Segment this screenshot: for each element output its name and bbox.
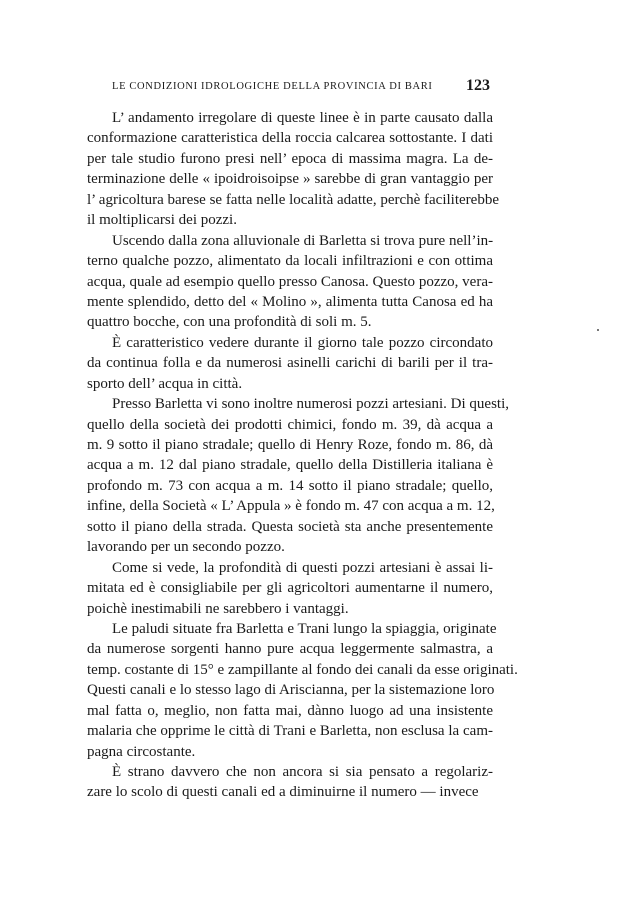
text-line: terminazione delle « ipoidroisoipse » sarebbe di gran vantaggio per [87, 171, 493, 188]
paragraph [87, 762, 493, 803]
text-line: Come si vede, la profondità di questi pozzi artesiani è assai li- [112, 559, 493, 576]
paragraph [87, 619, 518, 762]
text-line: È strano davvero che non ancora si sia pensato a regolariz- [112, 764, 493, 780]
text-line: profondo m. 73 con acqua a m. 14 sotto il piano stradale; quello, [87, 477, 493, 494]
page-header [112, 77, 490, 100]
text-line: mal fatta o, meglio, non fatta mai, dànno luogo ad una insistente [87, 702, 493, 719]
text-line: terno qualche pozzo, alimentato da locali infiltrazioni e con ottima [87, 253, 493, 270]
text-line: malaria che opprime le città di Trani e Barletta, non esclusa la cam- [87, 723, 493, 740]
text-line: Questi canali e lo stesso lago di Ariscianna, per la sistemazione loro [87, 682, 495, 699]
paragraph [87, 108, 499, 231]
body-text [87, 108, 518, 803]
paragraph [87, 558, 493, 619]
text-line: È caratteristico vedere durante il giorno tale pozzo circondato [112, 334, 493, 351]
page-number: 123 [466, 77, 490, 94]
text-line: quello della società dei prodotti chimici, fondo m. 39, dà acqua a [87, 416, 493, 433]
margin-speck [597, 329, 599, 331]
text-line: Uscendo dalla zona alluvionale di Barletta si trova pure nell’in- [112, 232, 494, 249]
text-line: l’ agricoltura barese se fatta nelle località adatte, perchè faciliterebbe [87, 191, 499, 208]
text-line: il moltiplicarsi dei pozzi. [87, 212, 237, 229]
text-line: mente splendido, detto del « Molino », alimenta tutta Canosa ed ha [87, 293, 493, 310]
text-line: temp. costante di 15° e zampillante al fondo dei canali da esse originati. [87, 661, 518, 678]
text-line: da numerose sorgenti hanno pure acqua leggermente salmastra, a [87, 641, 493, 658]
paragraph [87, 333, 493, 394]
text-line: conformazione caratteristica della roccia calcarea sottostante. I dati [87, 130, 493, 147]
text-line: infine, della Società « L’ Appula » è fondo m. 47 con acqua a m. 12, [87, 498, 495, 515]
text-line: per tale studio furono presi nell’ epoca di massima magra. La de- [87, 150, 493, 167]
text-line: sporto dell’ acqua in città. [87, 375, 243, 392]
text-line: Le paludi situate fra Barletta e Trani lungo la spiaggia, originate [112, 620, 497, 637]
text-line: poichè inestimabili ne sarebbero i vantaggi. [87, 600, 349, 617]
text-line: pagna circostante. [87, 743, 196, 760]
text-line: lavorando per un secondo pozzo. [87, 539, 285, 556]
text-line: L’ andamento irregolare di queste linee è in parte causato dalla [112, 110, 493, 126]
paragraph [87, 394, 510, 558]
text-line: mitata ed è consigliabile per gli agricoltori aumentarne il numero, [87, 580, 493, 597]
text-line: zare lo scolo di questi canali ed a diminuirne il numero — invece [87, 784, 479, 801]
text-line: sotto il piano della strada. Questa società sta anche presentemente [87, 518, 493, 535]
text-line: da continua folla e da numerosi asinelli carichi di barili per il tra- [87, 355, 493, 372]
text-line: acqua a m. 12 dal piano stradale, quello della Distilleria italiana è [87, 457, 493, 474]
text-line: m. 9 sotto il piano stradale; quello di Henry Roze, fondo m. 86, dà [87, 437, 493, 453]
text-line: acqua, quale ad esempio quello presso Canosa. Questo pozzo, vera- [87, 273, 493, 290]
text-line: Presso Barletta vi sono inoltre numerosi pozzi artesiani. Di questi, [112, 396, 510, 413]
running-title: LE CONDIZIONI IDROLOGICHE DELLA PROVINCIA DI BARI [112, 81, 433, 92]
paragraph [87, 231, 493, 333]
text-line: quattro bocche, con una profondità di soli m. 5. [87, 314, 372, 331]
